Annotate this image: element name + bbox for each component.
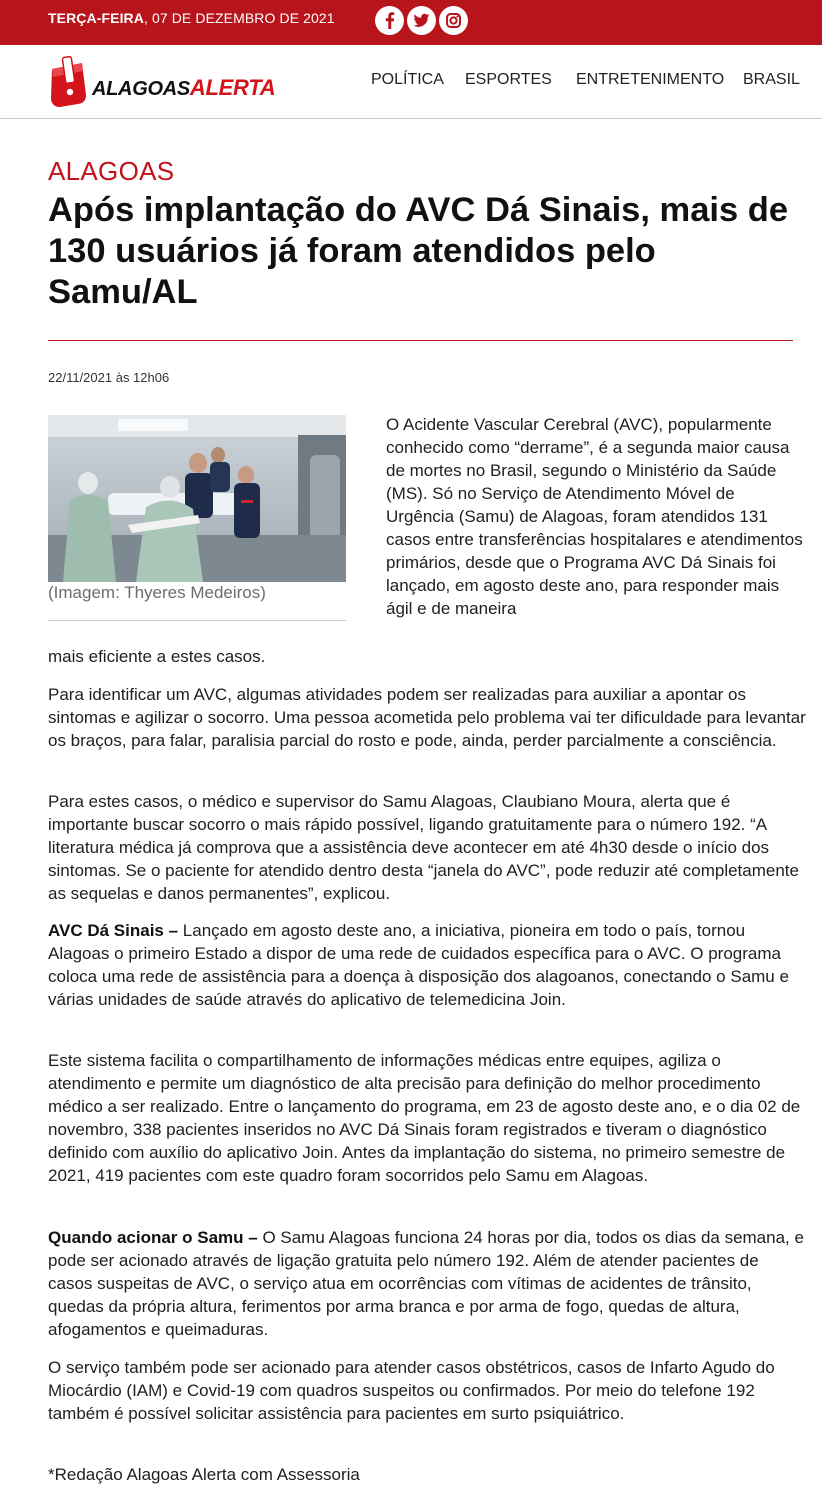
logo-icon xyxy=(48,55,92,110)
paragraph-program: AVC Dá Sinais – Lançado em agosto deste ano, a iniciativa, pioneira em todo o país, tornou Alagoas o primeiro Estado a dispor de uma rede de cuidados específica para o AVC. O programa coloca uma rede de assistência para a doença à disposição dos alagoanos, conectando o Samu e várias unidades de saúde através do aplicativo de telemedicina Join. xyxy=(48,921,789,1009)
lead-paragraph: O Acidente Vascular Cerebral (AVC), popularmente conhecido como “derrame”, é a segunda maior causa de mortes no Brasil, segundo o Ministério da Saúde (MS). Só no Serviço de Atendimento Móvel de Urgência (Samu) de Alagoas, foram atendidos 131 casos entre transferências hospitalares e atendimentos primários, desde que o Programa AVC Dá Sinais foi lançado, em agosto deste ano, para responder mais ágil e de maneira xyxy=(386,415,803,618)
nav-politica[interactable]: POLÍTICA xyxy=(371,71,444,88)
article-credit: *Redação Alagoas Alerta com Assessoria xyxy=(48,1465,360,1484)
paragraph-when-to-call-heading: Quando acionar o Samu – xyxy=(48,1228,258,1247)
article-photo xyxy=(48,415,346,582)
paragraph-system: Este sistema facilita o compartilhamento de informações médicas entre equipes, agiliza o atendimento e permite um diagnóstico de alta precisão para definição do melhor procedimento médico a ser realizado. Entre o lançamento do programa, em 23 de agosto deste ano, e o dia 02 de novembro, 338 pacientes inseridos no AVC Dá Sinais foram registrados e tiveram o diagnóstico definido com auxílio do aplicativo Join. Antes da implantação do sistema, no primeiro semestre de 2021, 419 pacientes com este quadro foram socorridos pelo Samu em Alagoas. xyxy=(48,1051,801,1185)
paragraph-program-heading: AVC Dá Sinais – xyxy=(48,921,179,940)
title-divider xyxy=(48,340,793,341)
article-title: Após implantação do AVC Dá Sinais, mais de 130 usuários já foram atendidos pelo Samu/AL xyxy=(48,191,789,311)
paragraph-other-cases: O serviço também pode ser acionado para atender casos obstétricos, casos de Infarto Agudo do Miocárdio (IAM) e Covid-19 com quadros suspeitos ou confirmados. Por meio do telefone 192 também é possível solicitar assistência para pacientes em surto psiquiátrico. xyxy=(48,1358,775,1423)
site-logo[interactable] xyxy=(48,55,288,110)
image-caption: (Imagem: Thyeres Medeiros) xyxy=(48,583,266,602)
paragraph-symptoms: Para identificar um AVC, algumas atividades podem ser realizadas para auxiliar a apontar os sintomas e agilizar o socorro. Uma pessoa acometida pelo problema vai ter dificuldade para levantar os braços, para falar, paralisia parcial do rosto e pode, ainda, perder parcialmente a consciência. xyxy=(48,685,806,750)
facebook-icon[interactable] xyxy=(375,6,404,35)
twitter-icon[interactable] xyxy=(407,6,436,35)
paragraph-doctor-quote: Para estes casos, o médico e supervisor do Samu Alagoas, Claubiano Moura, alerta que é importante buscar socorro o mais rápido possível, ligando gratuitamente para o número 192. “A literatura médica já comprova que a assistência deve acontecer em até 4h30 desde o início dos sintomas. Se o paciente for atendido dentro desta “janela do AVC”, pode reduzir até completamente as sequelas e danos permanentes”, explicou. xyxy=(48,792,799,903)
instagram-icon[interactable] xyxy=(439,6,468,35)
top-bar xyxy=(0,0,822,45)
lead-paragraph-continued: mais eficiente a estes casos. xyxy=(48,647,266,666)
logo-word-alagoas: ALAGOAS xyxy=(92,78,190,100)
site-header xyxy=(0,45,822,119)
caption-divider xyxy=(48,620,346,621)
paragraph-when-to-call: Quando acionar o Samu – O Samu Alagoas funciona 24 horas por dia, todos os dias da semana, e pode ser acionado através de ligação gratuita pelo número 192. Além de atender pacientes de casos suspeitas de AVC, o serviço atua em ocorrências com vítimas de acidentes de trânsito, quedas da própria altura, ferimentos por arma branca e por arma de fogo, quedas de altura, afogamentos e queimaduras. xyxy=(48,1228,804,1339)
publish-date: 22/11/2021 às 12h06 xyxy=(48,370,170,385)
current-date: TERÇA-FEIRA, 07 DE DEZEMBRO DE 2021 xyxy=(48,10,335,26)
article-category[interactable]: ALAGOAS xyxy=(48,156,175,186)
logo-word-alerta: ALERTA xyxy=(189,75,276,100)
nav-esportes[interactable]: ESPORTES xyxy=(465,71,552,88)
nav-entretenimento[interactable]: ENTRETENIMENTO xyxy=(576,71,725,88)
nav-brasil[interactable]: BRASIL xyxy=(743,71,800,88)
